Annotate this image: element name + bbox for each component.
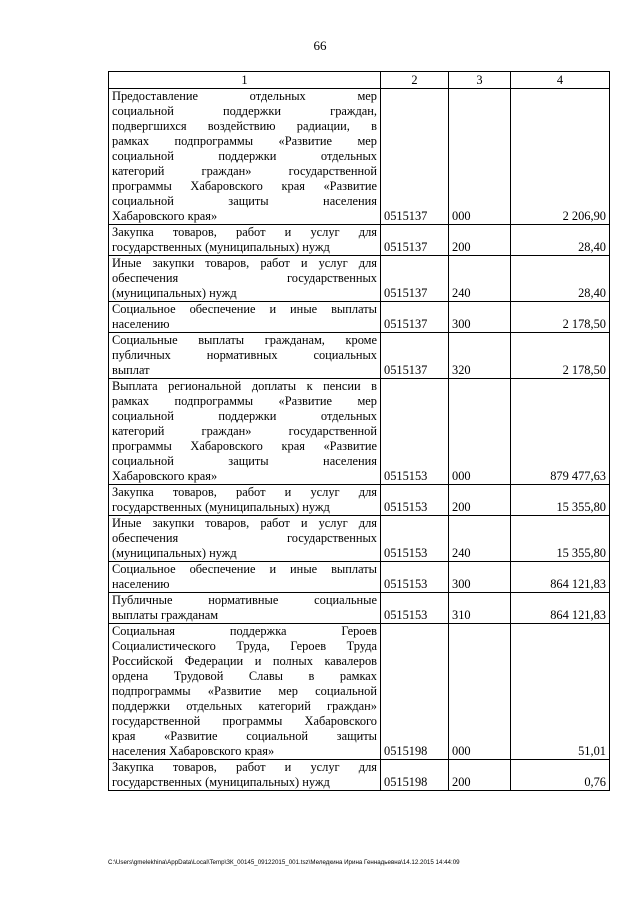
description-line: Социальная поддержка Героев	[112, 624, 377, 638]
row-description	[109, 516, 381, 562]
row-expense-type: 200	[449, 225, 511, 256]
budget-table	[108, 71, 610, 791]
table-header-row	[109, 72, 610, 89]
description-line: рамках подпрограммы «Развитие мер	[112, 134, 377, 148]
page-number: 66	[313, 38, 327, 53]
description-line: Социальное обеспечение и иные выплаты	[112, 302, 377, 316]
description-line: программы Хабаровского края «Развитие	[112, 439, 377, 453]
description-line: Закупка товаров, работ и услуг для	[112, 760, 377, 774]
row-amount: 879 477,63	[511, 379, 610, 485]
row-expense-type: 320	[449, 333, 511, 379]
description-line: Закупка товаров, работ и услуг для	[112, 225, 377, 239]
row-code: 0515137	[381, 302, 449, 333]
table-row	[109, 624, 610, 760]
description-line: публичных нормативных социальных	[112, 348, 377, 362]
description-line: государственных (муниципальных) нужд	[112, 500, 330, 514]
header-cell: 1	[109, 72, 381, 89]
row-amount: 28,40	[511, 256, 610, 302]
header-cell: 4	[511, 72, 610, 89]
description-line: государственной программы Хабаровского	[112, 714, 377, 728]
row-amount: 15 355,80	[511, 516, 610, 562]
description-line: Иные закупки товаров, работ и услуг для	[112, 256, 377, 270]
description-line: населению	[112, 577, 170, 591]
row-expense-type: 200	[449, 760, 511, 791]
description-line: Социальное обеспечение и иные выплаты	[112, 562, 377, 576]
description-line: ордена Трудовой Славы в рамках	[112, 669, 377, 683]
row-description	[109, 333, 381, 379]
description-line: категорий граждан» государственной	[112, 164, 377, 178]
row-code: 0515137	[381, 225, 449, 256]
description-line: Социальные выплаты гражданам, кроме	[112, 333, 377, 347]
description-line: подвергшихся воздействию радиации, в	[112, 119, 377, 133]
description-line: Выплата региональной доплаты к пенсии в	[112, 379, 377, 393]
description-line: социальной поддержки граждан,	[112, 104, 377, 118]
row-code: 0515137	[381, 256, 449, 302]
description-line: Публичные нормативные социальные	[112, 593, 377, 607]
row-code: 0515137	[381, 89, 449, 225]
table-row	[109, 89, 610, 225]
row-description	[109, 562, 381, 593]
description-line: обеспечения государственных	[112, 271, 377, 285]
row-description	[109, 760, 381, 791]
description-line: Социалистического Труда, Героев Труда	[112, 639, 377, 653]
row-amount: 15 355,80	[511, 485, 610, 516]
row-code: 0515153	[381, 516, 449, 562]
row-amount: 2 178,50	[511, 333, 610, 379]
row-code: 0515137	[381, 333, 449, 379]
row-expense-type: 200	[449, 485, 511, 516]
table-row	[109, 485, 610, 516]
row-expense-type: 300	[449, 302, 511, 333]
row-amount: 2 206,90	[511, 89, 610, 225]
description-line: Иные закупки товаров, работ и услуг для	[112, 516, 377, 530]
description-line: государственных (муниципальных) нужд	[112, 775, 330, 789]
row-code: 0515153	[381, 562, 449, 593]
header-cell: 2	[381, 72, 449, 89]
row-amount: 28,40	[511, 225, 610, 256]
file-path-footer: C:\Users\gmelekhina\AppData\Local\Temp\ЗК_00145_09122015_001.tsz\Меледкина Ирина Геннадьевна\14.12.2015 14:44:09	[108, 859, 460, 866]
description-line: населения Хабаровского края»	[112, 744, 275, 758]
row-code: 0515153	[381, 485, 449, 516]
row-expense-type: 000	[449, 624, 511, 760]
description-line: социальной поддержки отдельных	[112, 149, 377, 163]
row-expense-type: 300	[449, 562, 511, 593]
description-line: Хабаровского края»	[112, 469, 218, 483]
description-line: края «Развитие социальной защиты	[112, 729, 377, 743]
description-line: выплаты гражданам	[112, 608, 219, 622]
description-line: рамках подпрограммы «Развитие мер	[112, 394, 377, 408]
description-line: социальной поддержки отдельных	[112, 409, 377, 423]
description-line: поддержки отдельных категорий граждан»	[112, 699, 377, 713]
row-code: 0515153	[381, 379, 449, 485]
table-row	[109, 302, 610, 333]
row-expense-type: 240	[449, 516, 511, 562]
row-amount: 864 121,83	[511, 593, 610, 624]
description-line: населению	[112, 317, 170, 331]
table-row	[109, 516, 610, 562]
row-description	[109, 225, 381, 256]
description-line: выплат	[112, 363, 150, 377]
row-code: 0515198	[381, 624, 449, 760]
row-description	[109, 89, 381, 225]
row-description	[109, 379, 381, 485]
table-row	[109, 225, 610, 256]
row-code: 0515198	[381, 760, 449, 791]
table-row	[109, 256, 610, 302]
row-amount: 2 178,50	[511, 302, 610, 333]
row-description	[109, 302, 381, 333]
description-line: (муниципальных) нужд	[112, 286, 237, 300]
row-amount: 51,01	[511, 624, 610, 760]
description-line: обеспечения государственных	[112, 531, 377, 545]
table-row	[109, 593, 610, 624]
row-code: 0515153	[381, 593, 449, 624]
row-description	[109, 485, 381, 516]
table-row	[109, 379, 610, 485]
header-cell: 3	[449, 72, 511, 89]
description-line: категорий граждан» государственной	[112, 424, 377, 438]
row-expense-type: 310	[449, 593, 511, 624]
description-line: Закупка товаров, работ и услуг для	[112, 485, 377, 499]
row-expense-type: 000	[449, 379, 511, 485]
row-expense-type: 000	[449, 89, 511, 225]
description-line: Предоставление отдельных мер	[112, 89, 377, 103]
description-line: Хабаровского края»	[112, 209, 218, 223]
description-line: подпрограммы «Развитие мер социальной	[112, 684, 377, 698]
row-amount: 864 121,83	[511, 562, 610, 593]
row-expense-type: 240	[449, 256, 511, 302]
row-description	[109, 624, 381, 760]
description-line: (муниципальных) нужд	[112, 546, 237, 560]
description-line: социальной защиты населения	[112, 194, 377, 208]
row-description	[109, 593, 381, 624]
description-line: государственных (муниципальных) нужд	[112, 240, 330, 254]
description-line: программы Хабаровского края «Развитие	[112, 179, 377, 193]
row-amount: 0,76	[511, 760, 610, 791]
description-line: Российской Федерации и полных кавалеров	[112, 654, 377, 668]
table-row	[109, 562, 610, 593]
description-line: социальной защиты населения	[112, 454, 377, 468]
table-row	[109, 760, 610, 791]
table-row	[109, 333, 610, 379]
row-description	[109, 256, 381, 302]
